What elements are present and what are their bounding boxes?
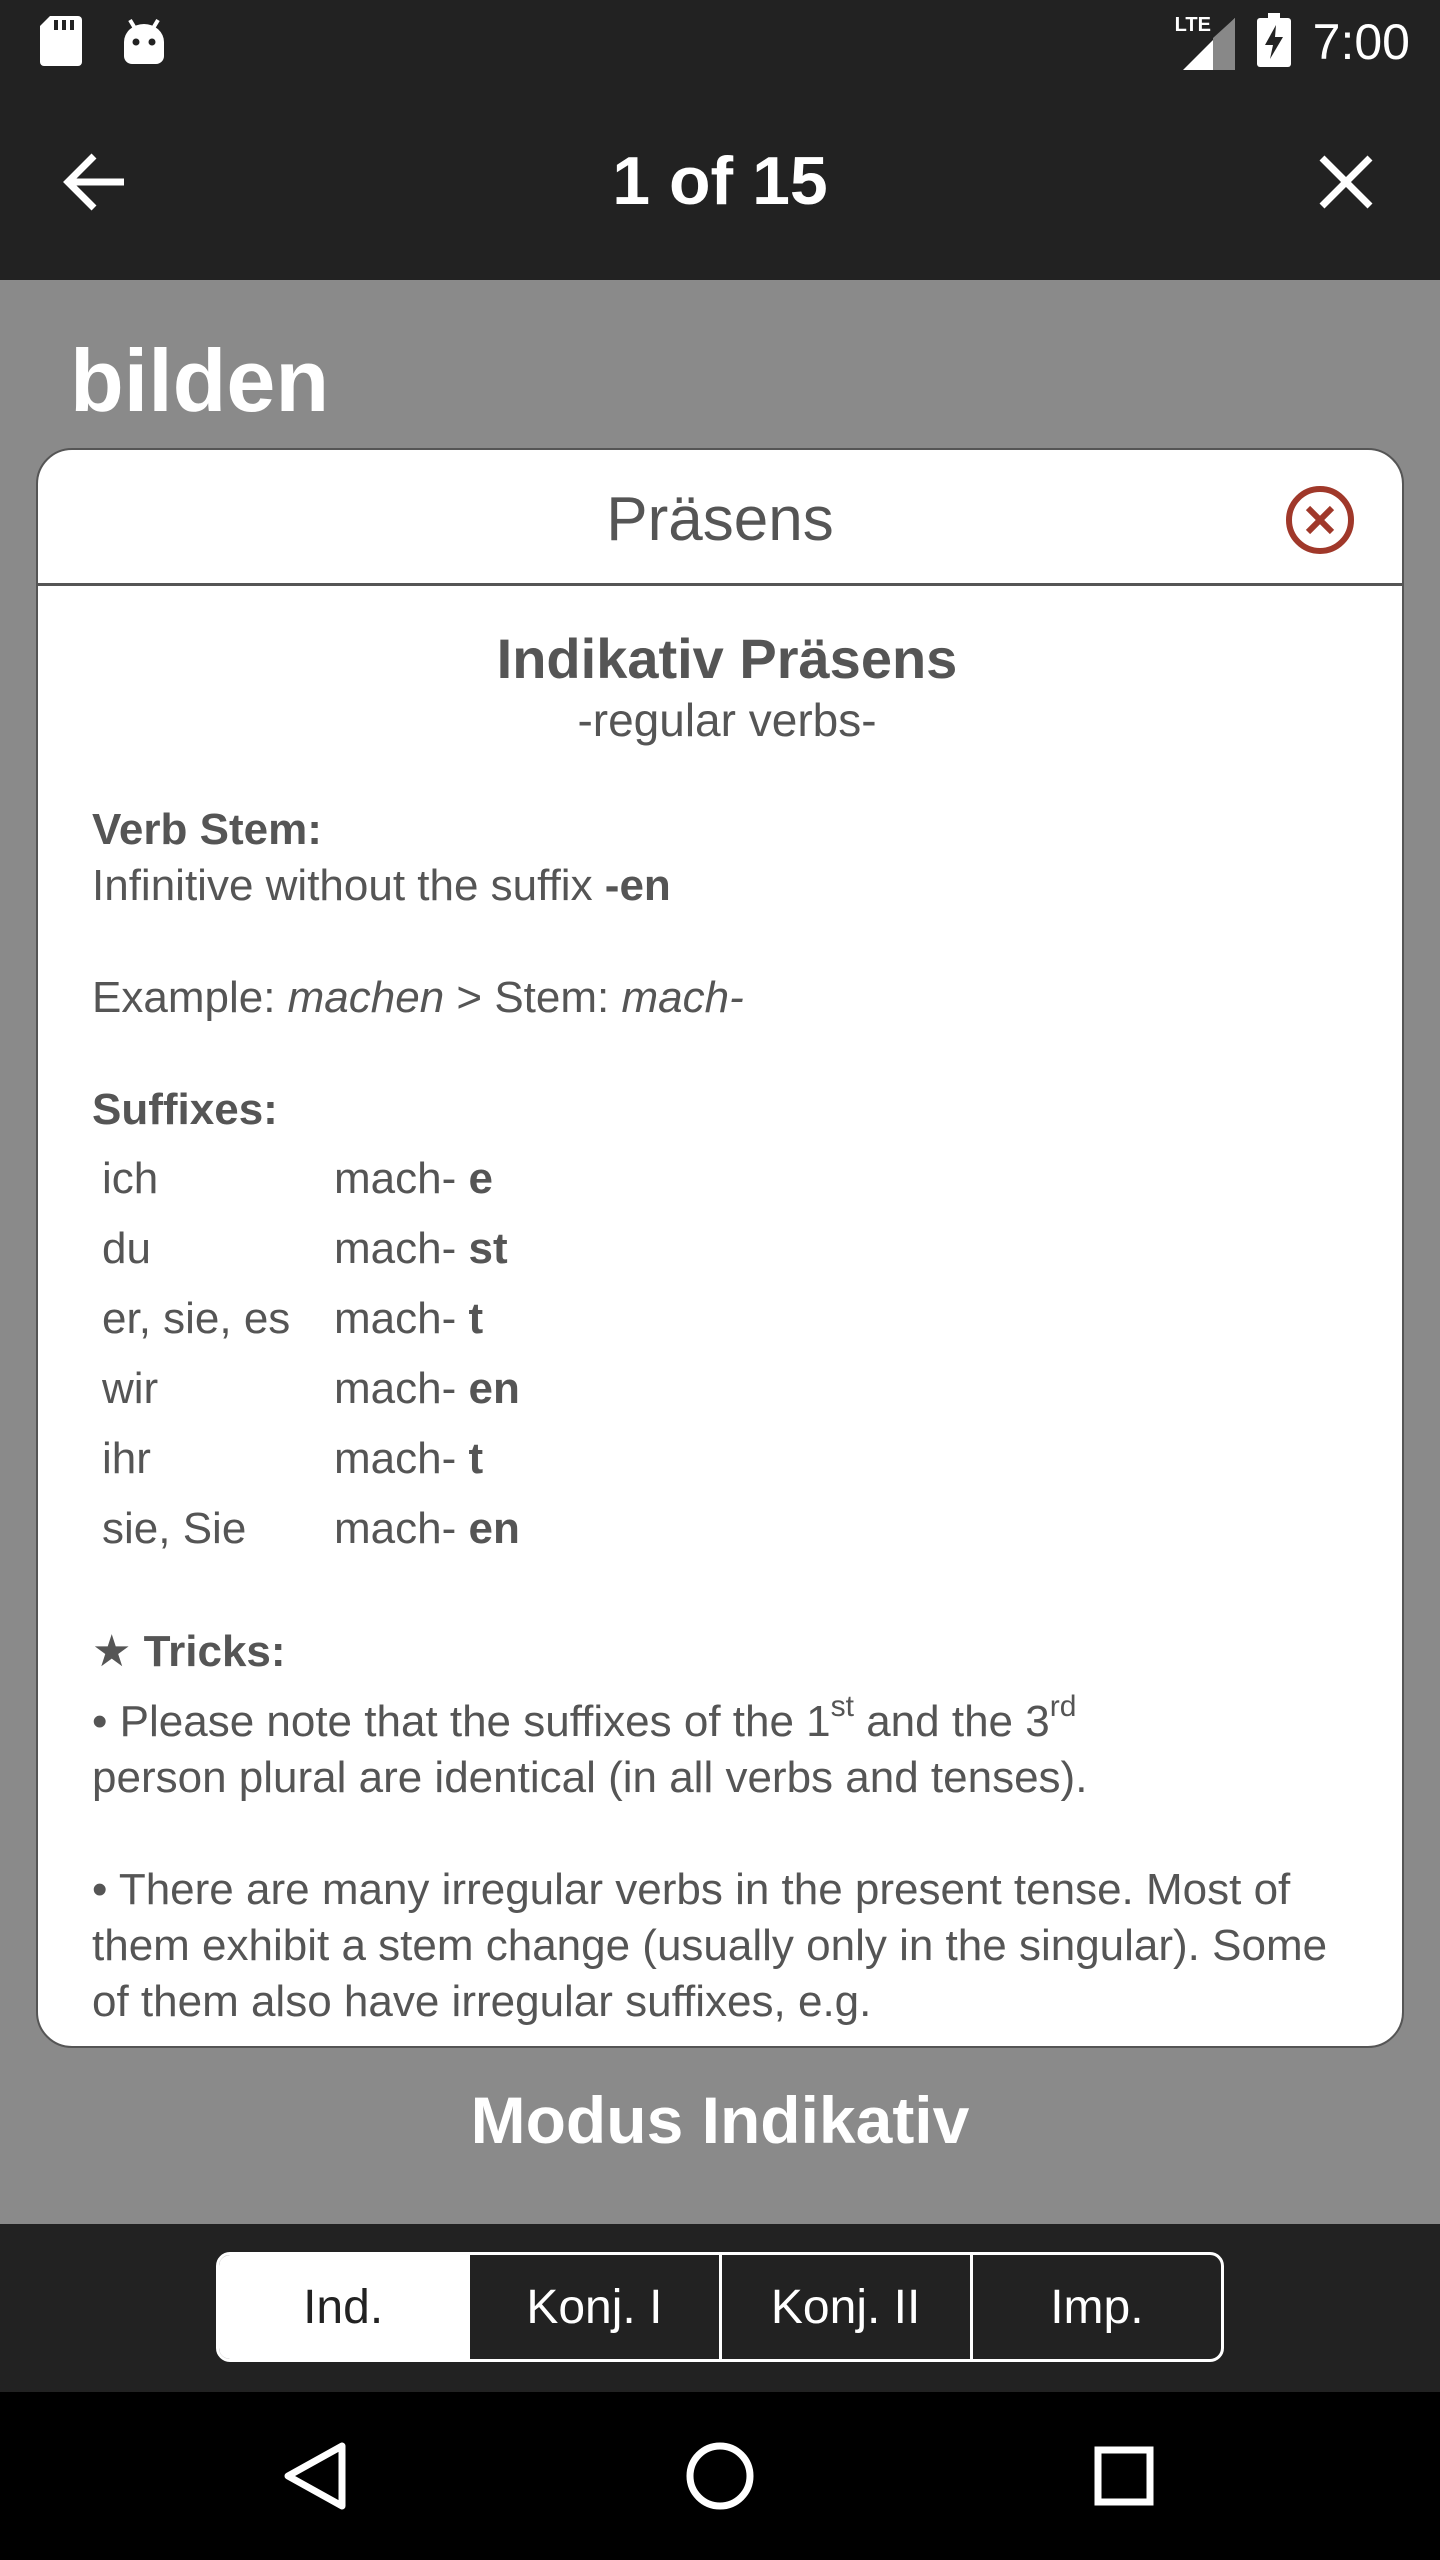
nav-home-button[interactable] bbox=[680, 2436, 760, 2516]
tab-indikativ[interactable]: Ind. bbox=[219, 2255, 470, 2359]
example-text: Example: machen > Stem: mach- bbox=[92, 973, 744, 1022]
signal-icon bbox=[1175, 14, 1235, 70]
verb-stem-text: Infinitive without the suffix -en bbox=[92, 861, 671, 910]
close-button[interactable] bbox=[1310, 146, 1382, 218]
mode-label: Modus Indikativ bbox=[470, 2083, 970, 2157]
toolbar bbox=[0, 84, 1440, 280]
mode-tab-bar bbox=[0, 2224, 1440, 2392]
tricks-label: ★ Tricks: bbox=[92, 1627, 286, 1676]
table-row: du mach- st bbox=[102, 1224, 508, 1273]
status-time: 7:00 bbox=[1312, 14, 1410, 70]
triangle-back-icon bbox=[276, 2436, 356, 2516]
table-row: er, sie, es mach- t bbox=[102, 1294, 484, 1343]
table-row: sie, Sie mach- en bbox=[102, 1504, 520, 1553]
tab-konjunktiv-2[interactable]: Konj. II bbox=[722, 2255, 973, 2359]
tense-info-dialog bbox=[36, 448, 1404, 2048]
verb-stem-label: Verb Stem: bbox=[92, 805, 322, 854]
suffix-table bbox=[92, 1144, 1362, 1564]
network-type-label: LTE bbox=[1174, 14, 1211, 36]
dialog-header bbox=[38, 450, 1402, 586]
dialog-close-button[interactable] bbox=[1284, 484, 1356, 556]
battery-charging-icon bbox=[1257, 13, 1291, 72]
suffixes-label: Suffixes: bbox=[92, 1085, 278, 1134]
section-heading: Indikativ Präsens bbox=[496, 627, 958, 690]
verb-title: bilden bbox=[70, 331, 330, 430]
trick-1: • Please note that the suffixes of the 1st and the 3rd person plural are identical (in all verbs and tenses). bbox=[92, 1690, 1088, 1802]
nav-recents-button[interactable] bbox=[1084, 2436, 1164, 2516]
system-nav-bar bbox=[0, 2392, 1440, 2560]
close-icon bbox=[1310, 146, 1382, 218]
table-row: ihr mach- t bbox=[102, 1434, 484, 1483]
tab-imperativ[interactable]: Imp. bbox=[1050, 2280, 1144, 2334]
mode-segmented-control bbox=[216, 2252, 1224, 2362]
tab-konjunktiv-1[interactable]: Konj. I bbox=[470, 2255, 721, 2359]
trick-2: • There are many irregular verbs in the present tense. Most of them exhibit a stem change (usually only in the singular). Some of them also have irregular suffixes, e.g. bbox=[92, 1865, 1328, 2026]
nav-back-button[interactable] bbox=[276, 2436, 356, 2516]
status-bar bbox=[0, 0, 1440, 84]
circle-home-icon bbox=[680, 2436, 760, 2516]
page-title: 1 of 15 bbox=[612, 143, 828, 219]
sd-card-icon bbox=[40, 16, 82, 71]
table-row: ich mach- e bbox=[102, 1154, 493, 1203]
android-debug-icon bbox=[122, 18, 166, 69]
dialog-body[interactable] bbox=[92, 588, 1362, 2038]
square-recents-icon bbox=[1084, 2436, 1164, 2516]
table-row: wir mach- en bbox=[102, 1364, 520, 1413]
dialog-title: Präsens bbox=[606, 485, 834, 554]
close-circle-icon bbox=[1284, 484, 1356, 556]
section-subheading: -regular verbs- bbox=[577, 694, 877, 746]
